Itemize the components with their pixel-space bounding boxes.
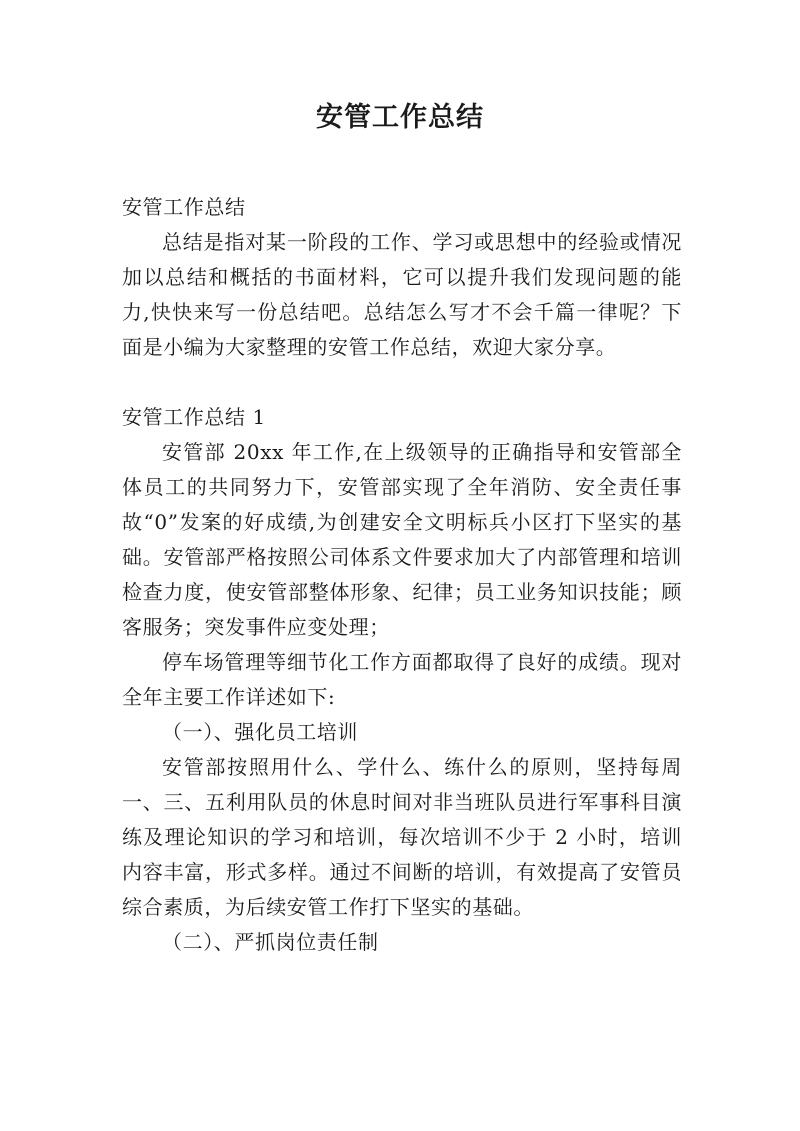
page-title: 安管工作总结 xyxy=(316,102,484,133)
intro-paragraph: 总结是指对某一阶段的工作、学习或思想中的经验或情况加以总结和概括的书面材料，它可以提升我们发现问题的能力,快快来写一份总结吧。总结怎么写才不会千篇一律呢？下面是小编为大家整理的安管工作总结，欢迎大家分享。 xyxy=(122,230,682,359)
section-1-paragraph-2: 停车场管理等细节化工作方面都取得了良好的成绩。现对全年主要工作详述如下: xyxy=(122,650,682,709)
subsection-1-paragraph: 安管部按照用什么、学什么、练什么的原则，坚持每周一、三、五利用队员的休息时间对非当班队员进行军事科目演练及理论知识的学习和培训，每次培训不少于 2 小时，培训内容丰富，形式多样。通过不间断的培训，有效提高了安管员综合素质，为后续安管工作打下坚实的基础。 xyxy=(122,755,682,919)
section-1-paragraph-1: 安管部 20xx 年工作,在上级领导的正确指导和安管部全体员工的共同努力下，安管部实现了全年消防、安全责任事故“0”发案的好成绩,为创建安全文明标兵小区打下坚实的基础。安管部严格按照公司体系文件要求加大了内部管理和培训检查力度，使安管部整体形象、纪律；员工业务知识技能；顾客服务；突发事件应变处理； xyxy=(122,440,682,639)
subsection-1-heading: （一）、强化员工培训 xyxy=(162,720,358,744)
intro-heading: 安管工作总结 xyxy=(122,195,246,219)
subsection-2-heading: （二）、严抓岗位责任制 xyxy=(162,930,379,954)
document-body xyxy=(122,190,682,960)
section-spacer xyxy=(122,365,682,400)
section-1-heading: 安管工作总结 1 xyxy=(122,405,266,429)
